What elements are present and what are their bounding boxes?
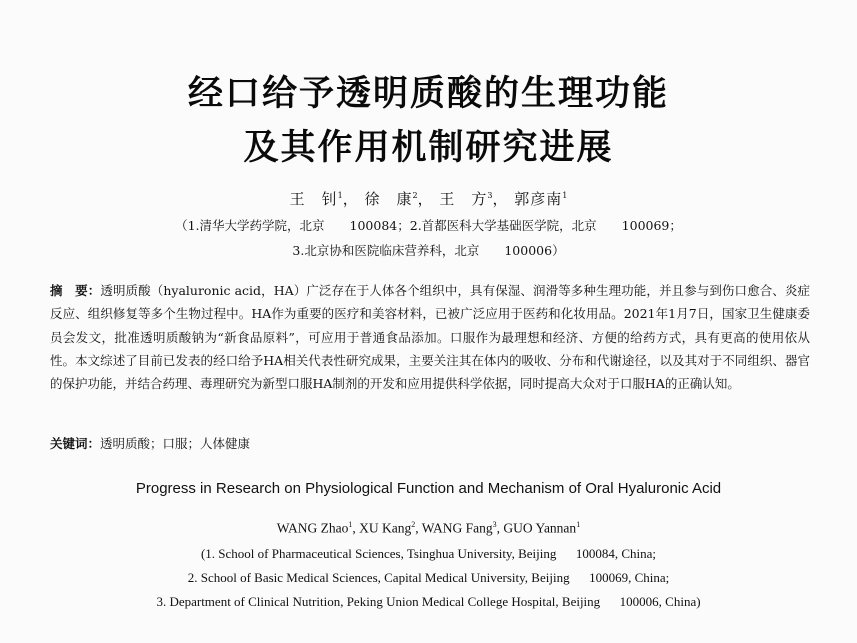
author-affil-mark: 3: [487, 191, 493, 200]
affiliation-line-2: 3.北京协和医院临床营养科，北京 100006）: [292, 243, 565, 258]
english-title: Progress in Research on Physiological Function and Mechanism of Oral Hyaluronic Acid: [135, 480, 722, 497]
author-name: 郭彦南: [514, 190, 563, 208]
title-line-1: 经口给予透明质酸的生理功能: [187, 74, 669, 114]
english-author-name: WANG Zhao: [276, 520, 349, 536]
author-name: 王 方: [439, 190, 488, 208]
author-affil-mark: 1: [562, 191, 568, 200]
abstract-text: 透明质酸（hyaluronic acid，HA）广泛存在于人体各个组织中，具有保湿、润滑等多种生理功能，并且参与到伤口愈合、炎症反应、组织修复等多个生物过程中。HA作为重要的医疗和美容材料，已被广泛应用于医药和化妆用品。2021年1月7日，国家卫生健康委员会发文，批准透明质酸钠为“新食品原料”，可应用于普通食品添加。口服作为最理想和经济、方便的给药方式，具有更高的使用依从性。本文综述了目前已发表的经口给予HA相关代表性研究成果，主要关注其在体内的吸收、分布和代谢途径，以及其对于不同组织、器官的保护功能，并结合药理、毒理研究为新型口服HA制剂的开发和应用提供科学依据，同时提高大众对于口服HA的正确认知。: [50, 283, 810, 392]
affiliation-line-1: （1.清华大学药学院，北京 100084；2.首都医科大学基础医学院，北京 100069；: [175, 218, 682, 233]
english-author-name: WANG Fang: [421, 520, 493, 536]
author-list: 王 钊$^1$， 徐 康$^2$， 王 方$^3$， 郭彦南$^1$: [289, 190, 568, 208]
abstract-label: 摘 要：: [50, 283, 101, 298]
abstract: [50, 279, 810, 395]
keywords: [50, 434, 250, 452]
english-author-affil-mark: 1: [576, 520, 581, 529]
title-line-2: 及其作用机制研究进展: [243, 128, 614, 168]
english-author-list: WANG Zhao$^1$, XU Kang$^2$, WANG Fang$^3$, GUO Yannan$^1$: [276, 520, 581, 536]
keywords-label: 关键词：: [50, 436, 101, 451]
english-affiliation-line-3: 3. Department of Clinical Nutrition, Peking Union Medical College Hospital, Beijing 100006, China): [156, 594, 701, 609]
author-affil-mark: 1: [337, 191, 343, 200]
english-author-affil-mark: 2: [411, 520, 416, 529]
english-author-name: XU Kang: [359, 520, 412, 536]
english-affiliation-line-2: 2. School of Basic Medical Sciences, Capital Medical University, Beijing 100069, China;: [187, 570, 670, 585]
keywords-text: 透明质酸；口服；人体健康: [100, 436, 251, 451]
english-author-affil-mark: 3: [492, 520, 497, 529]
author-affil-mark: 2: [412, 191, 418, 200]
author-name: 徐 康: [364, 190, 413, 208]
english-author-name: GUO Yannan: [503, 520, 577, 536]
english-affiliation-line-1: (1. School of Pharmaceutical Sciences, Tsinghua University, Beijing 100084, China;: [200, 546, 657, 561]
author-name: 王 钊: [289, 190, 338, 208]
english-author-affil-mark: 1: [348, 520, 353, 529]
